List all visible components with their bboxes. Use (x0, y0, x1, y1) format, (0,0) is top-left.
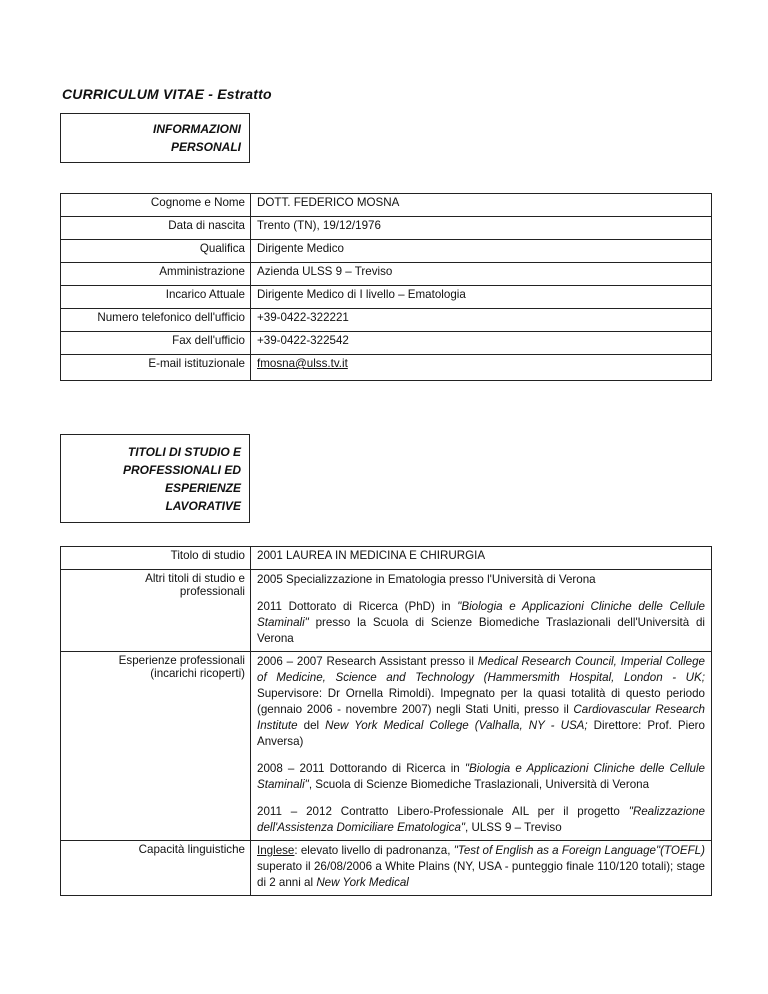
table-row (61, 652, 712, 841)
education-heading-line3: ESPERIENZE (164, 481, 241, 495)
italic-span: New York Medical College (Valhalla, NY - USA; (325, 719, 588, 732)
text-span: 2006 – 2007 Research Assistant presso il (257, 655, 478, 668)
row-value: Dirigente Medico di I livello – Ematologia (251, 286, 712, 309)
table-row (61, 240, 712, 263)
text-span: 2011 Dottorato di Ricerca (PhD) in (257, 600, 458, 613)
italic-span: "Biologia e Applicazioni Cliniche delle Cellule Staminali" (257, 600, 705, 629)
label-line: Altri titoli di studio e (145, 572, 245, 585)
row-label: Cognome e Nome (61, 194, 251, 217)
table-row (61, 570, 712, 652)
table-row (61, 286, 712, 309)
table-row (61, 841, 712, 896)
text-span: presso la Scuola di Scienze Biomediche Traslazionali dell'Università di Verona (257, 616, 705, 645)
row-value (251, 652, 712, 841)
table-row (61, 547, 712, 570)
row-label: Fax dell'ufficio (61, 332, 251, 355)
italic-span: Medical Research Council, Imperial College of Medicine, Science and Technology (Hammersmith Hospital, London - UK; (257, 655, 706, 684)
italic-span: Cardiovascular Research Institute (257, 703, 705, 732)
italic-span: "Test of English as a Foreign Language"(TOEFL) (453, 844, 705, 857)
paragraph (257, 654, 705, 750)
table-row (61, 332, 712, 355)
table-row (61, 217, 712, 240)
education-heading-line1: TITOLI DI STUDIO E (127, 445, 241, 459)
education-heading (60, 434, 250, 523)
row-label (61, 652, 251, 841)
personal-info-table (60, 193, 712, 381)
text-span: 2011 – 2012 Contratto Libero-Professionale AIL per il progetto (257, 805, 629, 818)
row-value: 2001 LAUREA IN MEDICINA E CHIRURGIA (251, 547, 712, 570)
row-label: Capacità linguistiche (61, 841, 251, 896)
table-row (61, 355, 712, 381)
paragraph (257, 599, 705, 647)
personal-info-heading (60, 113, 250, 163)
personal-heading-line2: PERSONALI (170, 140, 241, 154)
table-row (61, 309, 712, 332)
row-label: Numero telefonico dell'ufficio (61, 309, 251, 332)
text-span: Direttore: Prof. Piero Anversa) (257, 719, 705, 748)
row-value (251, 570, 712, 652)
education-heading-line2: PROFESSIONALI ED (122, 463, 241, 477)
paragraph: 2005 Specializzazione in Ematologia presso l'Università di Verona (257, 573, 596, 586)
row-label: Amministrazione (61, 263, 251, 286)
text-span: Supervisore: Dr Ornella Rimoldi). Impegnato per la quasi totalità di questo periodo (gennaio 2006 - novembre 2007) negli Stati Uniti, presso il (257, 687, 705, 716)
text-span: , ULSS 9 – Treviso (465, 821, 562, 834)
paragraph (257, 843, 705, 891)
text-span: del (297, 719, 326, 732)
row-value: +39-0422-322221 (251, 309, 712, 332)
table-row (61, 194, 712, 217)
label-line: (incarichi ricoperti) (150, 667, 245, 680)
label-line: Esperienze professionali (118, 654, 245, 667)
row-label: Titolo di studio (61, 547, 251, 570)
text-span: , Scuola di Scienze Biomediche Traslazionali, Università di Verona (308, 778, 650, 791)
italic-span: New York Medical (316, 876, 409, 889)
italic-span: "Realizzazione dell'Assistenza Domiciliare Ematologica" (257, 805, 705, 834)
row-label: E-mail istituzionale (61, 355, 251, 381)
row-value (251, 841, 712, 896)
document-title: CURRICULUM VITAE - Estratto (62, 86, 272, 102)
row-value: DOTT. FEDERICO MOSNA (251, 194, 712, 217)
row-label (61, 570, 251, 652)
email-link[interactable]: fmosna@ulss.tv.it (257, 357, 348, 370)
education-heading-line4: LAVORATIVE (165, 499, 241, 513)
paragraph (257, 761, 705, 793)
row-label: Qualifica (61, 240, 251, 263)
text-span: superato il 26/08/2006 a White Plains (NY, USA - punteggio finale 110/120 totali); stage di 2 anni al (257, 860, 705, 889)
italic-span: "Biologia e Applicazioni Cliniche delle Cellule Staminali" (257, 762, 705, 791)
row-label: Data di nascita (61, 217, 251, 240)
row-value: Azienda ULSS 9 – Treviso (251, 263, 712, 286)
row-value: +39-0422-322542 (251, 332, 712, 355)
table-row (61, 263, 712, 286)
text-span: : elevato livello di padronanza, (294, 844, 454, 857)
label-line: professionali (179, 585, 245, 598)
underlined-span: Inglese (257, 844, 295, 857)
education-table (60, 546, 712, 896)
personal-heading-line1: INFORMAZIONI (153, 122, 241, 136)
paragraph (257, 804, 705, 836)
row-value: Trento (TN), 19/12/1976 (251, 217, 712, 240)
row-label: Incarico Attuale (61, 286, 251, 309)
text-span: 2008 – 2011 Dottorando di Ricerca in (257, 762, 465, 775)
row-value: Dirigente Medico (251, 240, 712, 263)
row-value (251, 355, 712, 381)
